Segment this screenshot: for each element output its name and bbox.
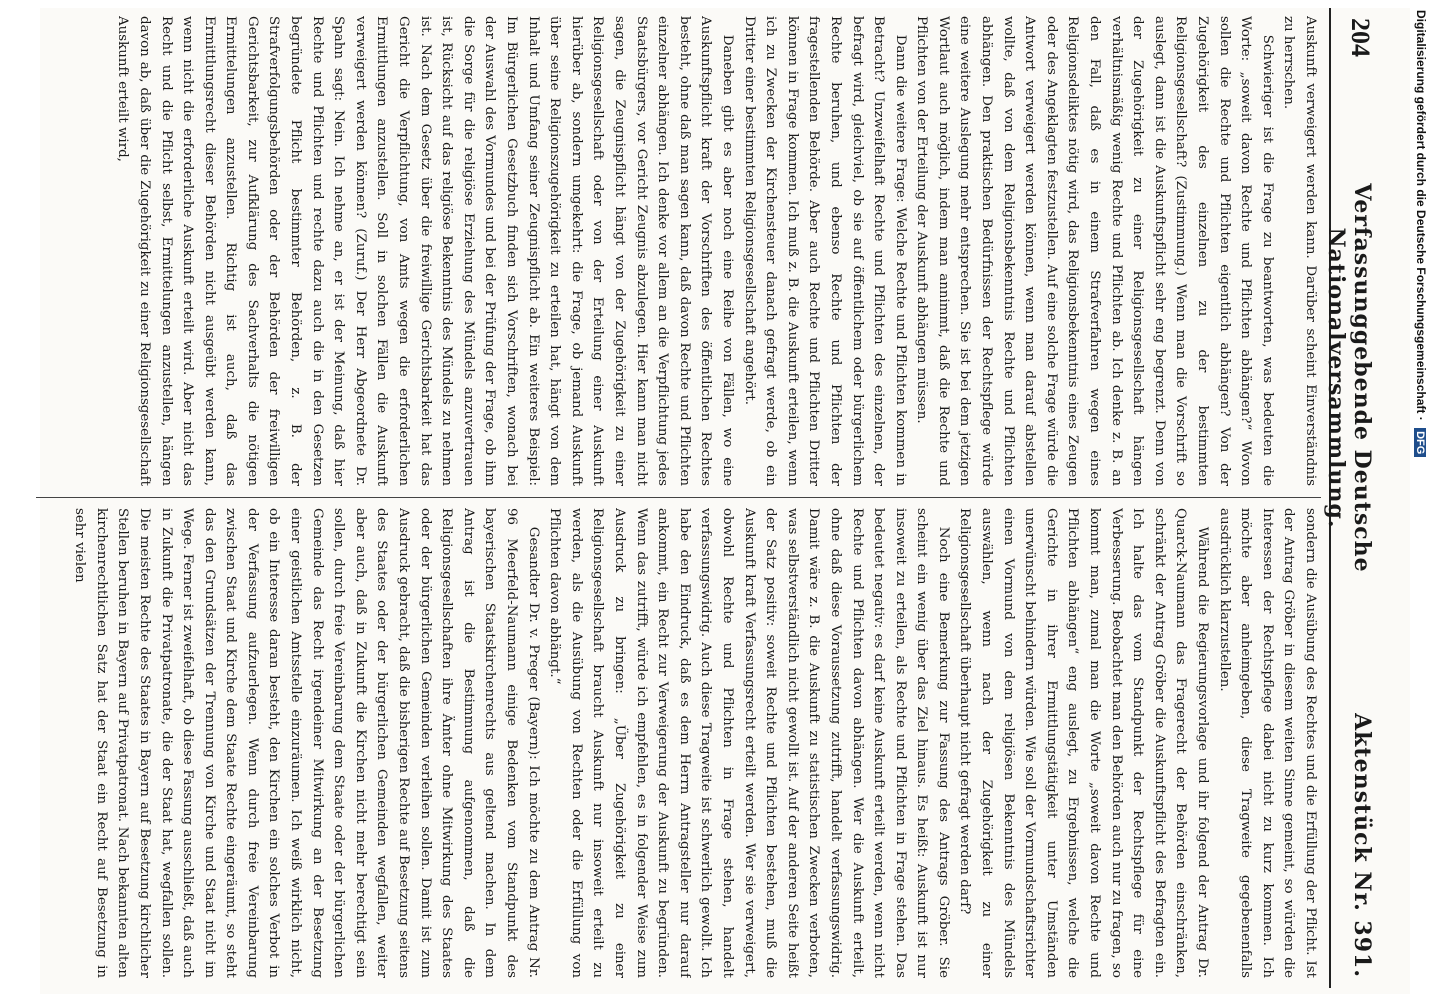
rotated-document-page [28, 8, 1383, 988]
paragraph: Während die Regierungsvorlage und ihr folgend der Antrag Dr. Quarck-Naumann das Fragerecht der Behörden einschränken, schränkt der Antrag Gröber die Auskunftspflicht des Befragten ein. Ich halte das vom Standpunkt der Rechtspflege für eine Verbesserung. Beobachtet man den Behörden auch nur zu fragen, so kommt man, zumal man die Worte „soweit davon Rechte und Pflichten abhängen“ eng auslegt, zu Ergebnissen, welche die Gerichte in ihrer Ermittlungstätigkeit unter Umständen unerwünscht behindern würden. Wie soll der Vormundschaftsrichter einen Vormund von dem religiösen Bekenntnis des Mündels auswählen, wenn nach der Zugehörigkeit zu einer Religionsgesellschaft überhaupt nicht gefragt werden darf? [957, 508, 1211, 978]
page-header [1323, 8, 1383, 988]
right-text-column [36, 508, 1321, 978]
paragraph: Gesandter Dr. v. Preger (Bayern): Ich möchte zu dem Antrag Nr. 96 Meerfeld-Naumann einige Bedenken vom Standpunkt des bayerischen Staatskirchenrechts aus geltend machen. In dem Antrag ist die Bestimmung aufgenommen, daß die Religionsgesellschaften ihre Ämter ohne Mitwirkung des Staates oder der bürgerlichen Gemeinden verleihen sollen. Damit ist zum Ausdruck gebracht, daß die bisherigen Rechte auf Besetzung seitens des Staates oder der bürgerlichen Gemeinden wegfallen, weiter aber auch, daß in Zukunft die Kirchen nicht mehr berechtigt sein sollen, durch freie Vereinbarung dem Staate oder der bürgerlichen Gemeinde das Recht irgendeiner Mitwirkung an der Besetzung einer geistlichen Amtsstelle einzuräumen. Ich weiß wirklich nicht, ob ein Interesse daran besteht, den Kirchen ein solches Verbot in der Verfassung aufzuerlegen. Wenn durch freie Vereinbarung zwischen Staat und Kirche dem Staate Rechte eingeräumt, so steht das den Grundsätzen der Trennung von Kirche und Staat nicht im Wege. Ferner ist zweifelhaft, ob diese Fassung ausschließt, daß auch in Zukunft die Privatpatronate, die der Staat hat, wegfallen sollen. Die meisten Rechte des Staates in Bayern auf Besetzung kirchlicher Stellen beruhen in Bayern auf Privatpatronat. Nach bekannten alten kirchenrechtlichen Satz hat der Staat ein Recht auf Besetzung in sehr vielen [72, 508, 541, 978]
left-text-column [36, 16, 1321, 486]
running-title: Verfassunggebende Deutsche Nationalversammlung. [1323, 183, 1375, 573]
paragraph: Daneben gibt es aber noch eine Reihe von Fällen, wo eine Auskunftspflicht kraft der Vorschriften des öffentlichen Rechtes besteht, ohne daß man sagen kann, daß davon Rechte und Pflichten einzelner abhängen. Ich denke vor allem an die Verpflichtung jedes Staatsbürgers, vor Gericht Zeugnis abzulegen. Hier kann man nicht sagen, die Zeugnispflicht hängt von der Zugehörigkeit zu einer Religionsgesellschaft oder von der Erteilung einer Auskunft hierüber ab, sondern umgekehrt: die Frage, ob jemand Auskunft über seine Religionszugehörigkeit zu erteilen hat, hängt von dem Inhalt und Umfang seiner Zeugnispflicht ab. Ein weiteres Beispiel: Im Bürgerlichen Gesetzbuch finden sich Vorschriften, wonach bei der Auswahl des Vormundes und bei der Prüfung der Frage, ob ihm die Sorge für die religiöse Erziehung des Mündels anzuvertrauen ist, Rücksicht auf das religiöse Bekenntnis des Mündels zu nehmen ist. Nach dem Gesetz über die freiwillige Gerichtsbarkeit hat das Gericht die Verpflichtung, von Amts wegen die erforderlichen Ermittlungen anzustellen. Soll in solchen Fällen die Auskunft verweigert werden können? (Zuruf.) Der Herr Abgeordnete Dr. Spahn sagt: Nein. Ich nehme an, er ist der Meinung, daß hier Rechte und Pflichten und rechte dazu auch die in den Gesetzen begründete Pflicht bestimmter Behörden, z. B. der Strafverfolgungsbehörden oder der Behörden der freiwilligen Gerichtsbarkeit, zur Aufklärung des Sachverhalts die nötigen Ermittelungen anzustellen. Richtig ist auch, daß das Ermittlungsrecht dieser Behörden nicht ausgeübt werden kann, wenn nicht die erforderliche Auskunft erteilt wird. Aber nicht das Recht und die Pflicht selbst, Ermittelungen anzustellen, hängen davon ab, daß über die Zugehörigkeit zu einer Religionsgesellschaft Auskunft erteilt wird, [115, 16, 735, 486]
paragraph: Auskunft verweigert werden kann. Darüber scheint Einverständnis zu herrschen. [1281, 16, 1318, 486]
column-divider [36, 497, 1321, 498]
dfg-logo: DFG [1414, 428, 1426, 457]
paragraph: Dann die weitere Frage: Welche Rechte und Pflichten kommen in Betracht? Unzweifelhaft Rechte und Pflichten des einzelnen, der befragt wird, gleichviel, ob sie auf öffentlichem oder bürgerlichem Rechte beruhen, und ebenso Rechte und Pflichten der fragestellenden Behörde. Aber auch Rechte und Pflichten Dritter können in Frage kommen. Ich muß z. B. die Auskunft erteilen, wenn ich zu Zwecken der Kirchensteuer danach gefragt werde, ob ein Dritter einer bestimmten Religionsgesellschaft angehört. [741, 16, 908, 486]
paragraph: Noch eine Bemerkung zur Fassung des Antrags Gröber. Sie scheint ein wenig über das Ziel hinaus. Es heißt: Auskunft ist nur insoweit zu erteilen, als Rechte und Pflichten in Frage stehen. Das bedeutet negativ: es darf keine Auskunft erteilt werden, wenn nicht Rechte und Pflichten davon abhängen. Wer die Auskunft erteilt, ohne daß diese Voraussetzung zutrifft, handelt verfassungswidrig. Damit wäre z. B. die Auskunft zu statistischen Zwecken verboten, was selbstverständlich nicht gewollt ist. Auf der anderen Seite heißt der Satz positiv: soweit Rechte und Pflichten bestehen, muß die Auskunft kraft Verfassungsrecht erteilt werden. Wer sie verweigert, obwohl Rechte und Pflichten in Frage stehen, handelt verfassungswidrig. Auch diese Tragweite ist schwerlich gewollt. Ich habe den Eindruck, daß es dem Herrn Antragsteller nur darauf ankommt, ein Recht zur Verweigerung der Auskunft zu begründen. Wenn das zutrifft, würde ich empfehlen, es in folgender Weise zum Ausdruck zu bringen: „Über Zugehörigkeit zu einer Religionsgesellschaft braucht Auskunft nur insoweit erteilt zu werden, als die Ausübung von Rechten oder die Erfüllung von Pflichten davon abhängt.“ [547, 508, 951, 978]
document-number: Aktenstück Nr. 391. [1349, 713, 1375, 978]
credit-text: Digitalisierung gefördert durch die Deutsche Forschungsgemeinschaft · [1414, 10, 1428, 421]
digitization-credit [1412, 10, 1432, 990]
paragraph: Schwieriger ist die Frage zu beantworten, was bedeuten die Worte: „soweit davon Rechte und Pflichten abhängen?“ Wovon sollen die Rechte und Pflichten eigentlich abhängen? Von der Zugehörigkeit des einzelnen zu der bestimmten Religionsgesellschaft? (Zustimmung.) Wenn man die Vorschrift so auslegt, dann ist die Auskunftspflicht sehr eng begrenzt. Denn von der Zugehörigkeit zu einer Religionsgesellschaft hängen verhältnismäßig wenig Rechte und Pflichten ab. Ich denke z. B. an den Fall, daß es in einem Strafverfahren wegen eines Religionsdeliktes nötig wird, das Religionsbekenntnis eines Zeugen oder des Angeklagten festzustellen. Auf eine solche Frage würde die Antwort verweigert werden können, wenn man darauf abstellen wollte, daß von dem Religionsbekenntnis Rechte und Pflichten abhängen. Den praktischen Bedürfnissen der Rechtspflege würde eine weitere Auslegung mehr entsprechen. Sie ist bei dem jetzigen Wortlaut auch möglich, indem man annimmt, daß die Rechte und Pflichten von der Erteilung der Auskunft abhängen müssen. [914, 16, 1275, 486]
page-number: 204 [1346, 18, 1375, 57]
paragraph: sondern die Ausübung des Rechtes und die Erfüllung der Pflicht. Ist der Antrag Gröber in diesem weiten Sinne gemeint, so würden die Interessen der Rechtspflege dabei nicht zu kurz kommen. Ich möchte aber anheimgeben, diese Tragweite gegebenenfalls ausdrücklich klarzustellen. [1216, 508, 1318, 978]
